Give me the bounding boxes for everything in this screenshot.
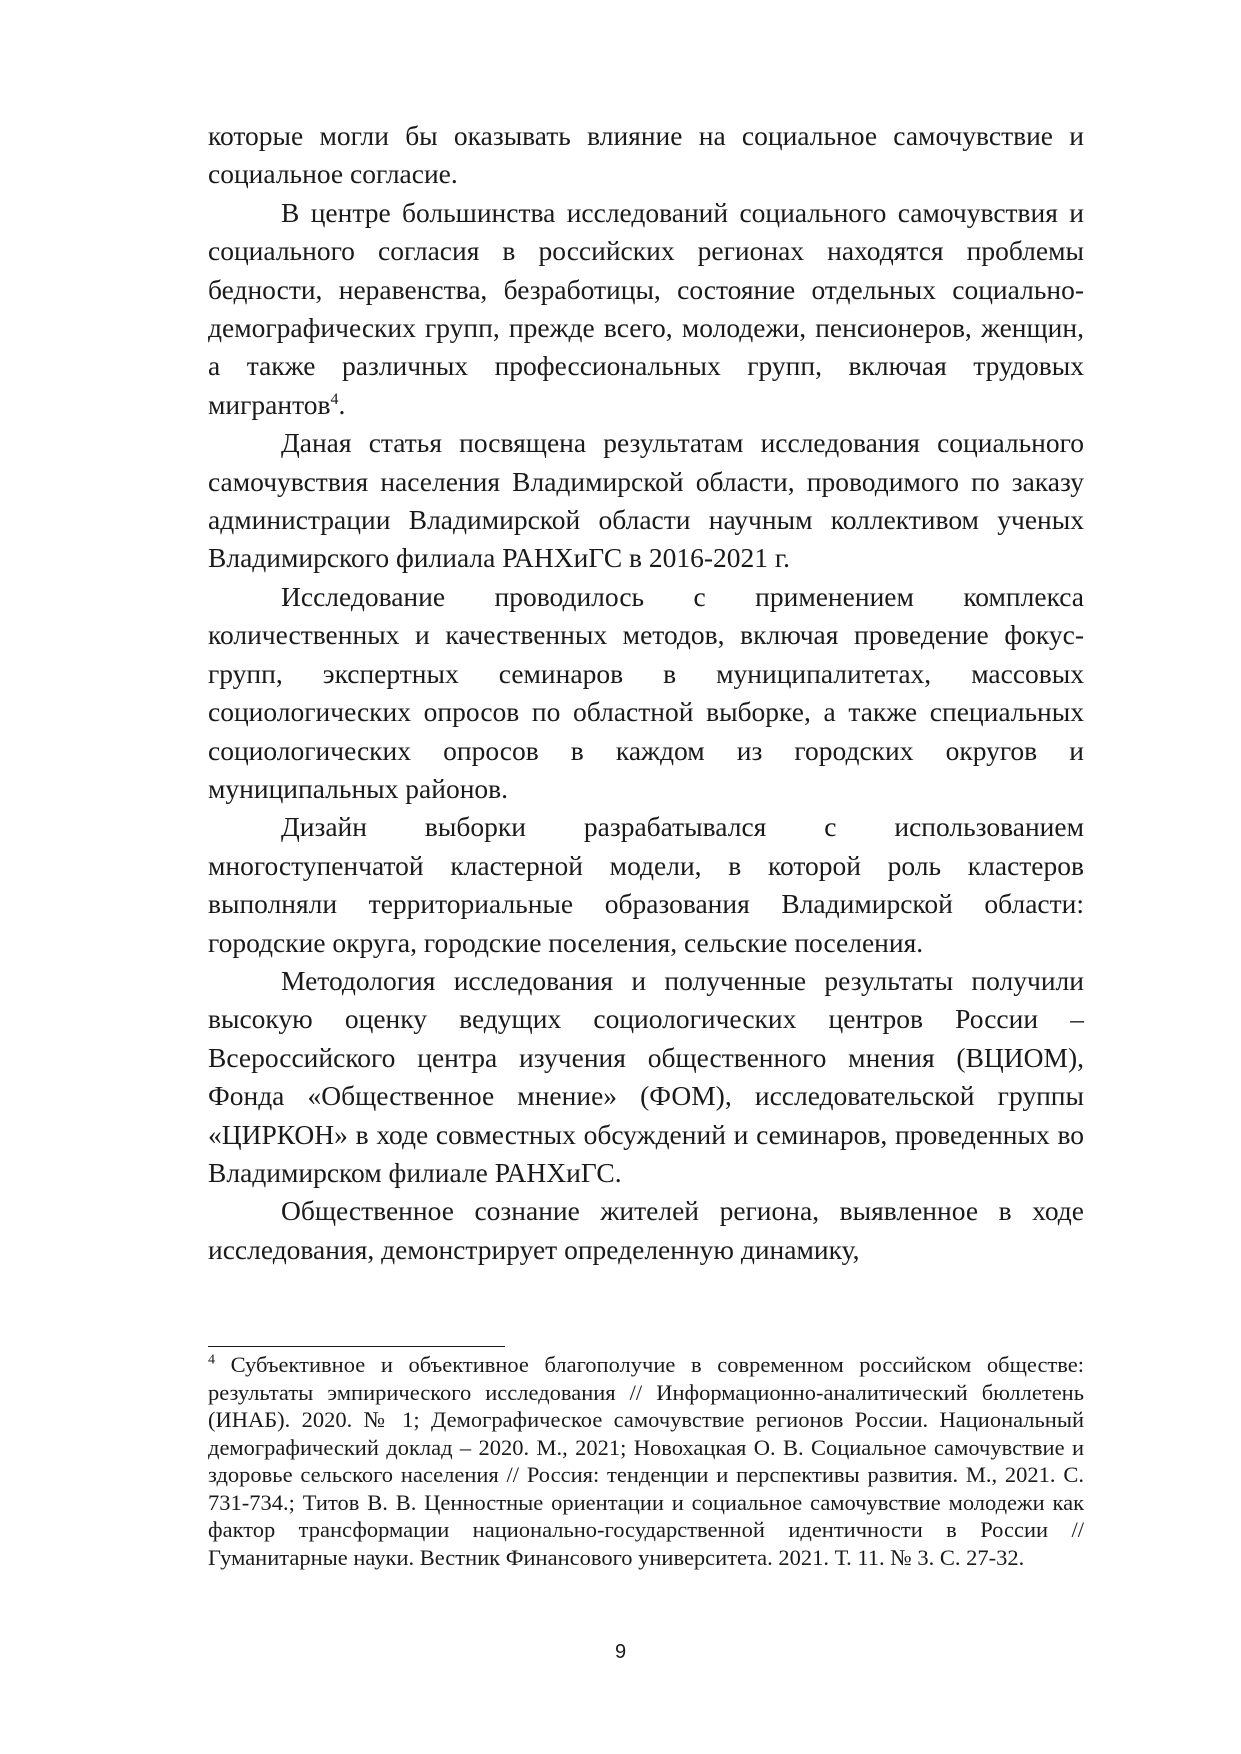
paragraph-3: Даная статья посвящена результатам исследования социального самочувствия населения Владимирской области, проводимого по заказу администрации Владимирской области научным коллективом ученых Владимирского филиала РАНХиГС в 2016-2021 г. [208,427,1084,574]
footnote-separator [208,1346,505,1347]
paragraph-2 [208,194,1084,424]
paragraph-2-period: . [338,388,346,420]
paragraph-6: Методология исследования и полученные результаты получили высокую оценку ведущих социологических центров России – Всероссийского центра изучения общественного мнения (ВЦИОМ), Фонда «Общественное мнение» (ФОМ), исследовательской группы «ЦИРКОН» в ходе совместных обсуждений и семинаров, проведенных во Владимирском филиале РАНХиГС. [208,964,1084,1188]
footnote-4 [208,1351,1084,1571]
paragraph-5: Дизайн выборки разрабатывался с использованием многоступенчатой кластерной модели, в которой роль кластеров выполняли территориальные образования Владимирской области: городские округа, городские поселения, сельские поселения. [208,811,1084,958]
paragraph-1: которые могли бы оказывать влияние на социальное самочувствие и социальное согласие. [208,120,1084,190]
body-text [208,117,1084,1269]
paragraph-2-text: В центре большинства исследований социального самочувствия и социального согласия в российских регионах находятся проблемы бедности, неравенства, безработицы, состояние отдельных социально-демографических групп, прежде всего, молодежи, пенсионеров, женщин, а также различных профессиональных групп, включая трудовых мигрантов [208,196,1084,420]
page-number: 9 [614,1641,627,1663]
footnote-reference[interactable]: 4 [330,390,339,408]
paragraph-7: Общественное сознание жителей региона, выявленное в ходе исследования, демонстрирует определенную динамику, [208,1195,1084,1265]
footnote-text: Субъективное и объективное благополучие в современном российском обществе: результаты эмпирического исследования // Информационно-аналитический бюллетень (ИНАБ). 2020. № 1; Демографическое самочувствие регионов России. Национальный демографический доклад – 2020. М., 2021; Новохацкая О. В. Социальное самочувствие и здоровье сельского населения // Россия: тенденции и перспективы развития. М., 2021. С. 731-734.; Титов В. В. Ценностные ориентации и социальное самочувствие молодежи как фактор трансформации национально-государственной идентичности в России // Гуманитарные науки. Вестник Финансового университета. 2021. Т. 11. № 3. С. 27-32. [208,1352,1084,1570]
footnotes [208,1351,1084,1571]
footnote-marker: 4 [208,1352,215,1368]
paragraph-4: Исследование проводилось с применением комплекса количественных и качественных методов, включая проведение фокус-групп, экспертных семинаров в муниципалитетах, массовых социологических опросов по областной выборке, а также специальных социологических опросов в каждом из городских округов и муниципальных районов. [208,580,1084,804]
